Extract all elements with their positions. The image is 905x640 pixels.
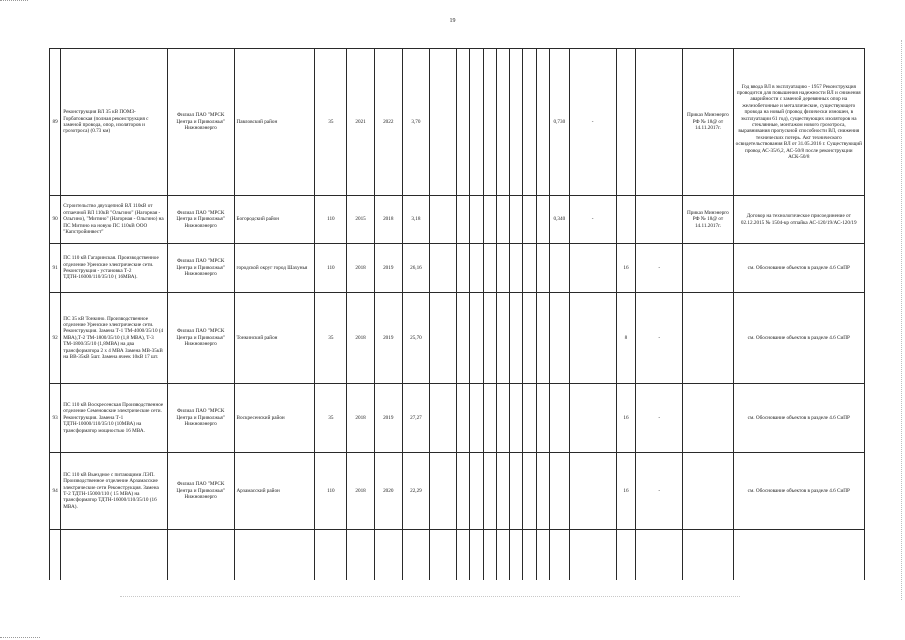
justification-note: см. Обоснование объектов в разделе 4.6 СиПР <box>733 453 864 530</box>
scan-artifact-bottom <box>0 637 40 639</box>
voltage-kv: 110 <box>315 244 347 293</box>
project-name: ПС 110 кВ Гагаринская. Производственное отделение Уренские электрические сети. Реконструкция - установка Т-2 ТДТН-16000/110/35/10 ( 16МВА). <box>61 244 168 293</box>
start-year: 2018 <box>347 244 375 293</box>
row-number: 89 <box>50 49 61 196</box>
row-number: 92 <box>50 293 61 384</box>
row-number: 94 <box>50 453 61 530</box>
cost-value: 27,27 <box>402 384 430 453</box>
start-year: 2018 <box>347 453 375 530</box>
end-year: 2018 <box>374 196 402 244</box>
dash-value: - <box>636 244 683 293</box>
voltage-kv: 35 <box>315 384 347 453</box>
scan-artifact-right-edge <box>901 40 903 600</box>
table-row <box>50 453 865 530</box>
transformer-mva: 16 <box>616 244 635 293</box>
line-length-km: 0,730 <box>550 49 569 196</box>
voltage-kv: 110 <box>315 196 347 244</box>
end-year: 2020 <box>374 453 402 530</box>
dash-value: - <box>569 49 616 196</box>
table-row <box>50 49 865 196</box>
project-name: ПС 35 кВ Тонкино. Производственное отделение Уренские электрические сети. Реконструкция. Замена Т-1 ТМ-4000/35/10 (4 МВА),Т-2 ТМ-1800/35/10 (1,8 МВА), Т-3 ТМ-1800/35/10 (1,8МВА) на два трансформатора 2 х 4 МВА Замена МВ-35кВ на ВВ-35кВ 5шт. Замена ячеек 10кВ 17 шт. <box>61 293 168 384</box>
cost-value: 22,29 <box>402 453 430 530</box>
page-number: 19 <box>449 18 456 24</box>
project-name: Строительство двухцепной ВЛ 110кВ от отпаечной ВЛ 110кВ "Ольгино" (Нагорная - Ольгино), "Митино" (Нагорная - Ольгино) на ПС Митино на новую ПС 110кВ ООО "Капстройинвест" <box>61 196 168 244</box>
organization: Филиал ПАО "МРСК Центра и Приволжья" Нижновэнерго <box>167 384 234 453</box>
project-name: ПС 110 кВ Воскресенская Производственное отделение Семеновские электрические сети. Реконструкция. Замена Т-1 ТДТН-10000/110/35/10 (10МВА) на трансформатор мощностью 16 МВА. <box>61 384 168 453</box>
district: Павловский район <box>234 49 315 196</box>
dash-value: - <box>569 196 616 244</box>
justification-note: см. Обоснование объектов в разделе 4.6 СиПР <box>733 384 864 453</box>
table-row <box>50 384 865 453</box>
start-year: 2018 <box>347 293 375 384</box>
district: городской округ город Шахунья <box>234 244 315 293</box>
order-reference: Приказ Минэнерго РФ № 18@ от 14.11.2017г. <box>683 49 733 196</box>
justification-note: Договор на технологическое присоединение от 02.12.2015 № 1504-кр отпайка АС-120/19/АС-120/19 <box>733 196 864 244</box>
organization: Филиал ПАО "МРСК Центра и Приволжья" Нижновэнерго <box>167 49 234 196</box>
row-number: 90 <box>50 196 61 244</box>
end-year: 2019 <box>374 384 402 453</box>
district: Богородский район <box>234 196 315 244</box>
justification-note: Год ввода ВЛ в эксплуатацию - 1957 Реконструкция проводится для повышения надежности ВЛ и снижения аварийности с заменой деревянных опор на железобетонные и металлические, существующего провода на новый (провод физически изношен, в эксплуатации 61 год), существующих изоляторов на стеклянные, монтажом нового грозотроса, выравнивания пропускной способности ВЛ, снижения технических потерь. Акт технического освидетельствования ВЛ от 31.05.2016 г. Существующий провод АС-35/6,2, АС-50/8 после реконструкции АСК-50/8 <box>733 49 864 196</box>
table-row <box>50 196 865 244</box>
voltage-kv: 110 <box>315 453 347 530</box>
cost-value: 3,70 <box>402 49 430 196</box>
dash-value: - <box>636 293 683 384</box>
scan-faint-line <box>120 596 740 598</box>
district: Тонкинский район <box>234 293 315 384</box>
district: Арзамасский район <box>234 453 315 530</box>
table-row <box>50 244 865 293</box>
start-year: 2018 <box>347 384 375 453</box>
start-year: 2015 <box>347 196 375 244</box>
scan-artifact-top <box>0 0 28 2</box>
row-number: 93 <box>50 384 61 453</box>
transformer-mva: 16 <box>616 384 635 453</box>
row-number: 91 <box>50 244 61 293</box>
dash-value: - <box>636 384 683 453</box>
voltage-kv: 35 <box>315 49 347 196</box>
end-year: 2022 <box>374 49 402 196</box>
dash-value: - <box>636 453 683 530</box>
line-length-km: 0,340 <box>550 196 569 244</box>
transformer-mva: 8 <box>616 293 635 384</box>
project-name: Реконструкция ВЛ 35 кВ ПОМЗ-Горбатовская (полная реконструкция с заменой провода, опор, изоляторов и грозотроса) (0.73 км) <box>61 49 168 196</box>
organization: Филиал ПАО "МРСК Центра и Приволжья" Нижновэнерго <box>167 244 234 293</box>
transformer-mva: 16 <box>616 453 635 530</box>
organization: Филиал ПАО "МРСК Центра и Приволжья" Нижновэнерго <box>167 453 234 530</box>
justification-note: см. Обоснование объектов в разделе 4.6 СиПР <box>733 244 864 293</box>
end-year: 2019 <box>374 293 402 384</box>
start-year: 2021 <box>347 49 375 196</box>
cost-value: 25,70 <box>402 293 430 384</box>
voltage-kv: 35 <box>315 293 347 384</box>
organization: Филиал ПАО "МРСК Центра и Приволжья" Нижновэнерго <box>167 293 234 384</box>
cost-value: 3,18 <box>402 196 430 244</box>
district: Воскресенский район <box>234 384 315 453</box>
projects-table <box>49 48 865 580</box>
order-reference: Приказ Минэнерго РФ № 18@ от 14.11.2017г. <box>683 196 733 244</box>
table-row <box>50 293 865 384</box>
table-tail-row <box>50 530 865 580</box>
cost-value: 26,16 <box>402 244 430 293</box>
justification-note: см. Обоснование объектов в разделе 4.6 СиПР <box>733 293 864 384</box>
end-year: 2019 <box>374 244 402 293</box>
project-name: ПС 110 кВ Выездное с питающими ЛЭП. Производственное отделение Арзамасские электрические сети Реконструкция. Замена Т-2 ТДТН-15000/110 ( 15 МВА) на трансформатор ТДТН-16000/110/35/10 (16 МВА). <box>61 453 168 530</box>
organization: Филиал ПАО "МРСК Центра и Приволжья" Нижновэнерго <box>167 196 234 244</box>
